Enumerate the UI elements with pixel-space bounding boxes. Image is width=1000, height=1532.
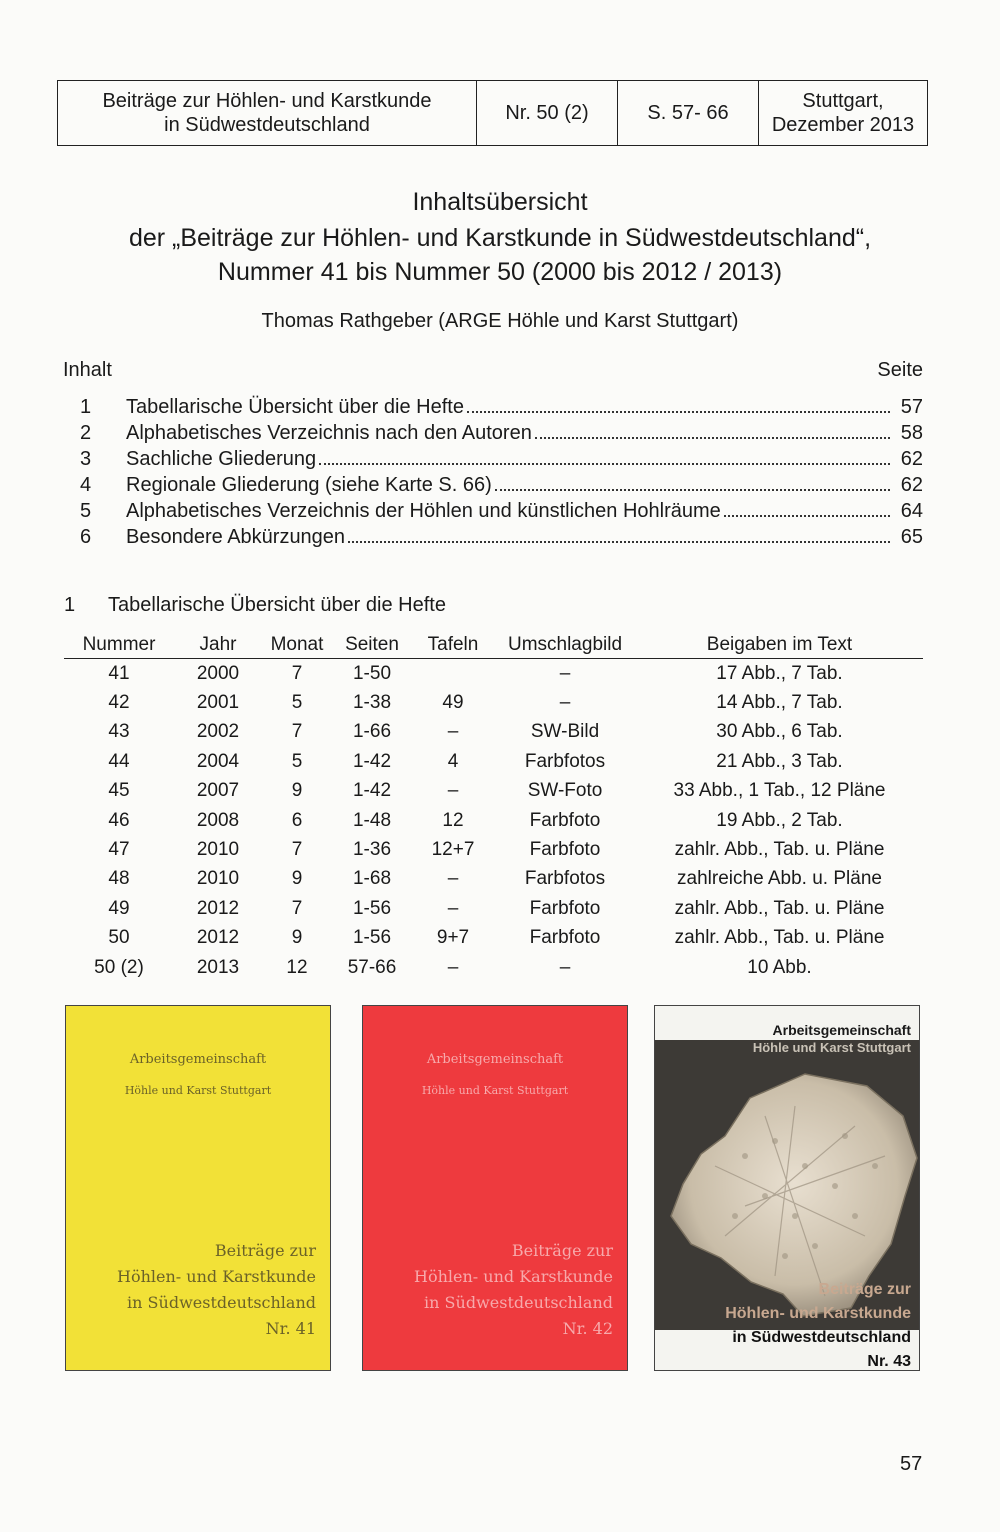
author: Thomas Rathgeber (ARGE Höhle und Karst Stuttgart) — [261, 310, 739, 332]
cell-seiten: 1-68 — [352, 868, 392, 890]
toc-leader-dots — [724, 515, 890, 517]
cell-monat: 7 — [291, 897, 303, 919]
cell-tafeln: – — [447, 780, 459, 802]
cell-tafeln: 9+7 — [436, 927, 470, 949]
cell-umschlagbild: SW-Bild — [530, 721, 600, 743]
toc-item-number: 6 — [80, 526, 92, 548]
cover-org-2: Höhle und Karst Stuttgart — [421, 1084, 569, 1097]
table-row — [64, 718, 923, 747]
col-header-beigaben: Beigaben im Text — [636, 631, 923, 659]
col-header-monat: Monat — [262, 631, 332, 659]
col-header-jahr: Jahr — [174, 631, 262, 659]
page-number: 57 — [900, 1453, 923, 1475]
table-row — [64, 777, 923, 806]
cell-umschlagbild: Farbfoto — [529, 897, 601, 919]
toc-item-number: 5 — [80, 500, 92, 522]
toc-item-page: 57 — [900, 396, 923, 418]
cell-nummer: 44 — [108, 750, 130, 772]
toc-item-number: 3 — [80, 448, 92, 470]
cell-nummer: 41 — [108, 662, 130, 684]
cover-title-line: Beiträge zur — [214, 1241, 316, 1260]
cell-jahr: 2001 — [196, 692, 240, 714]
cell-seiten: 1-42 — [352, 750, 392, 772]
table-row — [64, 953, 923, 982]
cell-umschlagbild: – — [559, 662, 571, 684]
cell-seiten: 1-56 — [352, 927, 392, 949]
cover-title-line: Höhlen- und Karstkunde — [725, 1305, 911, 1322]
cell-monat: 7 — [291, 839, 303, 861]
cell-tafeln: – — [447, 956, 459, 978]
cell-beigaben: 19 Abb., 2 Tab. — [716, 809, 843, 831]
cell-nummer: 49 — [108, 897, 130, 919]
toc-leader-dots — [535, 437, 890, 439]
cell-beigaben: 17 Abb., 7 Tab. — [716, 662, 843, 684]
journal-line-2: in Südwestdeutschland — [164, 114, 370, 136]
cell-monat: 7 — [291, 662, 303, 684]
cell-nummer: 42 — [108, 692, 130, 714]
cover-number: Nr. 43 — [867, 1353, 911, 1370]
cell-tafeln: 12 — [442, 809, 464, 831]
cell-nummer: 45 — [108, 780, 130, 802]
cell-monat: 9 — [291, 868, 303, 890]
cell-beigaben: zahlr. Abb., Tab. u. Pläne — [674, 839, 885, 861]
cell-beigaben: 21 Abb., 3 Tab. — [716, 750, 843, 772]
cell-umschlagbild: – — [559, 692, 571, 714]
cell-seiten: 1-42 — [352, 780, 392, 802]
cell-seiten: 1-56 — [352, 897, 392, 919]
cell-umschlagbild: Farbfoto — [529, 839, 601, 861]
cell-umschlagbild: Farbfoto — [529, 927, 601, 949]
toc-leader-dots — [467, 411, 890, 413]
cover-number: Nr. 41 — [265, 1319, 316, 1338]
toc-header — [63, 359, 923, 382]
toc-item[interactable] — [80, 474, 923, 500]
cover-nr-41 — [65, 1005, 331, 1371]
cell-beigaben: zahlr. Abb., Tab. u. Pläne — [674, 927, 885, 949]
toc-leader-dots — [319, 463, 890, 465]
toc-page-heading: Seite — [877, 359, 923, 381]
cell-umschlagbild: Farbfotos — [524, 868, 606, 890]
cell-monat: 5 — [291, 692, 303, 714]
title-line-3: Nummer 41 bis Nummer 50 (2000 bis 2012 / 2013) — [217, 258, 783, 286]
cover-title-line: in Südwestdeutschland — [732, 1329, 911, 1346]
cell-nummer: 50 — [108, 927, 130, 949]
toc-item-title: Tabellarische Übersicht über die Hefte — [126, 396, 464, 418]
toc-heading: Inhalt — [63, 359, 112, 381]
cell-nummer: 50 (2) — [94, 956, 144, 978]
cell-monat: 9 — [291, 927, 303, 949]
cell-umschlagbild: Farbfotos — [524, 750, 606, 772]
cell-tafeln: 12+7 — [431, 839, 475, 861]
cell-beigaben: 10 Abb. — [747, 956, 812, 978]
cover-title-line: Beiträge zur — [511, 1241, 613, 1260]
cell-tafeln: 4 — [447, 750, 459, 772]
cell-monat: 12 — [286, 956, 308, 978]
pages-cell — [618, 81, 759, 145]
cell-seiten: 57-66 — [347, 956, 397, 978]
cover-org-2: Höhle und Karst Stuttgart — [124, 1084, 272, 1097]
toc-item[interactable] — [80, 422, 923, 448]
toc-item-number: 4 — [80, 474, 92, 496]
cell-jahr: 2000 — [196, 662, 240, 684]
cell-nummer: 47 — [108, 839, 130, 861]
table-header-row — [64, 631, 923, 659]
cell-nummer: 43 — [108, 721, 130, 743]
cover-nr-43 — [654, 1005, 920, 1371]
page-range: S. 57- 66 — [647, 102, 729, 124]
cell-beigaben: zahlr. Abb., Tab. u. Pläne — [674, 897, 885, 919]
toc-item-page: 62 — [900, 474, 923, 496]
col-header-tafeln: Tafeln — [412, 631, 494, 659]
cell-seiten: 1-66 — [352, 721, 392, 743]
cell-umschlagbild: – — [559, 956, 571, 978]
toc-item-number: 2 — [80, 422, 92, 444]
cell-jahr: 2010 — [196, 839, 240, 861]
cover-org: Arbeitsgemeinschaft — [129, 1052, 267, 1067]
table-row — [64, 688, 923, 717]
cover-org: Arbeitsgemeinschaft — [426, 1052, 564, 1067]
cell-jahr: 2002 — [196, 721, 240, 743]
cover-number: Nr. 42 — [562, 1319, 613, 1338]
journal-line-1: Beiträge zur Höhlen- und Karstkunde — [102, 90, 432, 112]
toc-leader-dots — [348, 541, 890, 543]
cover-title-line: Höhlen- und Karstkunde — [413, 1267, 613, 1286]
col-header-seiten: Seiten — [332, 631, 412, 659]
issue-cell — [477, 81, 618, 145]
cell-tafeln: – — [447, 721, 459, 743]
cell-jahr: 2012 — [196, 897, 240, 919]
cover-title — [117, 1238, 316, 1342]
toc-item-title: Alphabetisches Verzeichnis der Höhlen und künstlichen Hohlräume — [126, 500, 721, 522]
cell-umschlagbild: SW-Foto — [527, 780, 603, 802]
cover-title — [414, 1238, 613, 1342]
table-row — [64, 835, 923, 864]
cell-beigaben: 14 Abb., 7 Tab. — [716, 692, 843, 714]
cell-beigaben: 30 Abb., 6 Tab. — [716, 721, 843, 743]
toc-item[interactable] — [80, 396, 923, 422]
cell-monat: 5 — [291, 750, 303, 772]
issue-number: Nr. 50 (2) — [505, 102, 589, 124]
table-row — [64, 806, 923, 835]
table-row — [64, 894, 923, 923]
table-row — [64, 924, 923, 953]
cell-jahr: 2013 — [196, 956, 240, 978]
cover-org-2: Höhle und Karst Stuttgart — [752, 1040, 911, 1055]
cell-tafeln: – — [447, 897, 459, 919]
table-row — [64, 747, 923, 776]
title-line-1: Inhaltsübersicht — [412, 188, 588, 216]
cell-nummer: 48 — [108, 868, 130, 890]
cell-monat: 9 — [291, 780, 303, 802]
toc-item[interactable] — [80, 526, 923, 552]
table-row — [64, 659, 923, 689]
cell-jahr: 2012 — [196, 927, 240, 949]
toc-leader-dots — [495, 489, 890, 491]
cover-title-line: in Südwestdeutschland — [127, 1293, 316, 1312]
journal-header — [57, 80, 928, 146]
cell-seiten: 1-50 — [352, 662, 392, 684]
place-date-cell — [759, 81, 927, 145]
cell-jahr: 2008 — [196, 809, 240, 831]
toc-item-title: Alphabetisches Verzeichnis nach den Autoren — [126, 422, 532, 444]
issues-table — [64, 631, 923, 982]
cell-tafeln: – — [447, 868, 459, 890]
cell-umschlagbild: Farbfoto — [529, 809, 601, 831]
col-header-umschlagbild: Umschlagbild — [494, 631, 636, 659]
table-row — [64, 865, 923, 894]
cell-tafeln: 49 — [442, 692, 464, 714]
toc-item-title: Besondere Abkürzungen — [126, 526, 346, 548]
toc-item-page: 64 — [900, 500, 923, 522]
cell-jahr: 2004 — [196, 750, 240, 772]
cell-nummer: 46 — [108, 809, 130, 831]
cell-beigaben: zahlreiche Abb. u. Pläne — [677, 868, 882, 890]
toc-item-page: 62 — [900, 448, 923, 470]
cover-nr-42 — [362, 1005, 628, 1371]
cover-title-line: Höhlen- und Karstkunde — [116, 1267, 316, 1286]
place: Stuttgart, — [802, 90, 884, 112]
table-of-contents — [80, 396, 923, 552]
cover-title — [725, 1278, 911, 1374]
col-header-nummer: Nummer — [64, 631, 174, 659]
cell-tafeln — [412, 659, 494, 689]
toc-item[interactable] — [80, 448, 923, 474]
cover-title-line: in Südwestdeutschland — [424, 1293, 613, 1312]
section-number: 1 — [64, 594, 76, 616]
cover-org: Arbeitsgemeinschaft — [772, 1022, 911, 1038]
title-line-2: der „Beiträge zur Höhlen- und Karstkunde in Südwestdeutschland“, — [128, 224, 872, 252]
toc-item-title: Sachliche Gliederung — [126, 448, 317, 470]
journal-name-cell — [58, 81, 477, 145]
section-title: Tabellarische Übersicht über die Hefte — [108, 594, 446, 616]
cell-monat: 7 — [291, 721, 303, 743]
cell-jahr: 2007 — [196, 780, 240, 802]
toc-item-page: 58 — [900, 422, 923, 444]
cell-seiten: 1-38 — [352, 692, 392, 714]
section-heading — [64, 594, 446, 617]
cell-beigaben: 33 Abb., 1 Tab., 12 Pläne — [673, 780, 886, 802]
cell-monat: 6 — [291, 809, 303, 831]
date: Dezember 2013 — [771, 114, 915, 136]
cover-title-line: Beiträge zur — [818, 1281, 911, 1298]
cell-seiten: 1-36 — [352, 839, 392, 861]
toc-item-title: Regionale Gliederung (siehe Karte S. 66) — [126, 474, 492, 496]
toc-item[interactable] — [80, 500, 923, 526]
toc-item-page: 65 — [900, 526, 923, 548]
toc-item-number: 1 — [80, 396, 92, 418]
cell-seiten: 1-48 — [352, 809, 392, 831]
cell-jahr: 2010 — [196, 868, 240, 890]
